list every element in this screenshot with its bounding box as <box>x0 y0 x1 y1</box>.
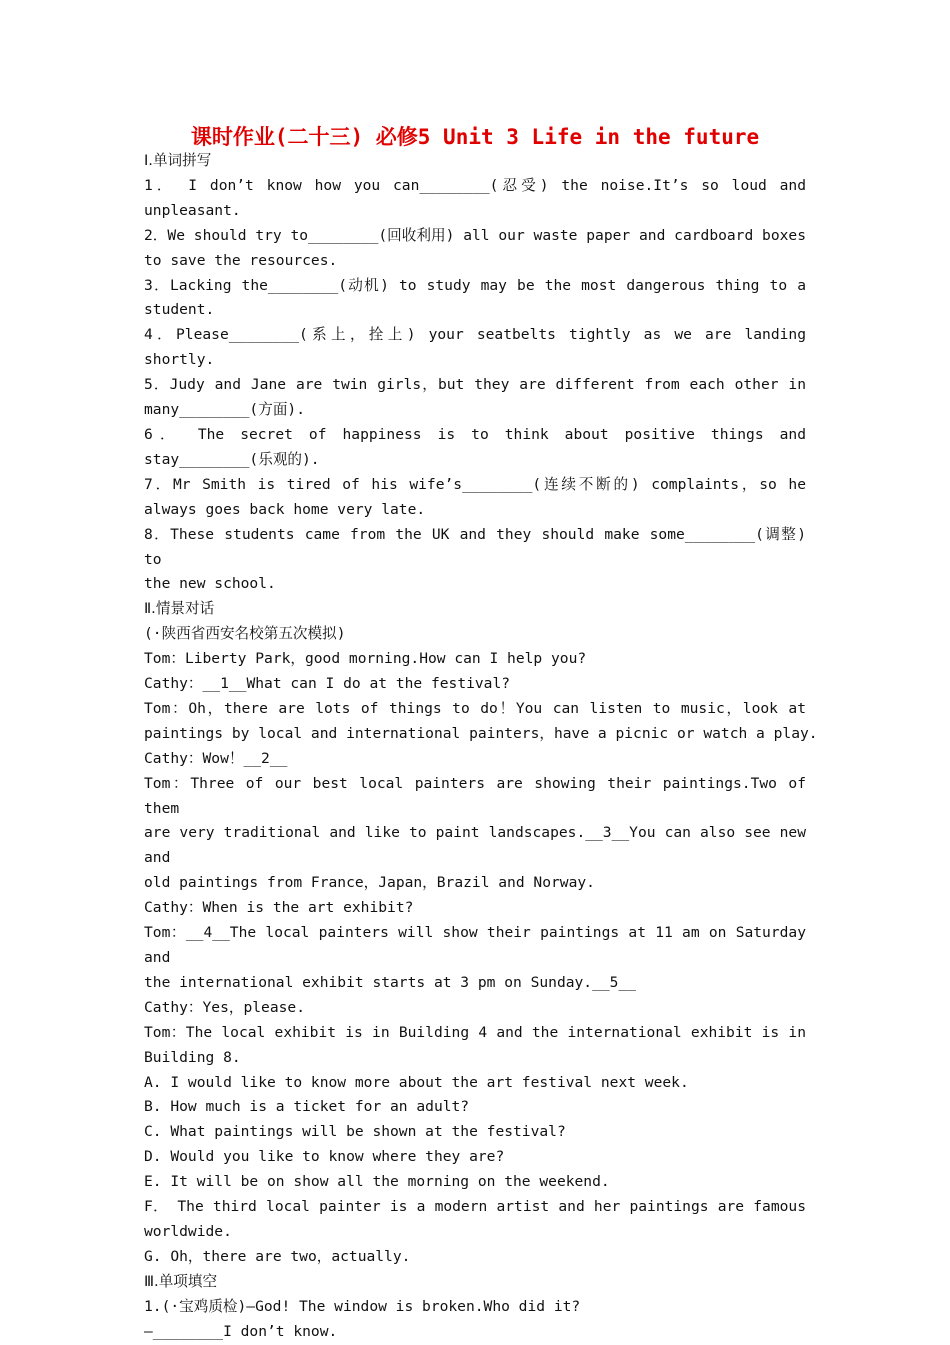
text-line: 8．These students came from the UK and they should make some________(调整) to <box>144 525 806 568</box>
text-line: A. I would like to know more about the art festival next week. <box>144 1073 689 1091</box>
text-line: 3．Lacking the________(动机) to study may be the most dangerous thing to a <box>144 276 806 294</box>
text-line: the international exhibit starts at 3 pm on Sunday.__5__ <box>144 973 637 991</box>
text-line: Cathy：When is the art exhibit? <box>144 899 414 917</box>
text-line: Tom：Liberty Park，good morning.How can I help you? <box>144 650 587 668</box>
section-heading: Ⅲ.单项填空 <box>144 1272 218 1290</box>
text-line: Tom：Oh，there are lots of things to do！You can listen to music，look at <box>144 699 806 717</box>
text-line: F． The third local painter is a modern artist and her paintings are famous <box>144 1198 806 1216</box>
text-line: stay________(乐观的). <box>144 450 320 468</box>
page-title: 课时作业(二十三) 必修5 Unit 3 Life in the future <box>190 125 760 149</box>
text-line: E. It will be on show all the morning on the weekend. <box>144 1173 610 1191</box>
text-line: D. Would you like to know where they are? <box>144 1148 505 1166</box>
text-line: are very traditional and like to paint landscapes.__3__You can also see new and <box>144 824 806 867</box>
text-line: 2．We should try to________(回收利用) all our waste paper and cardboard boxes <box>144 226 806 244</box>
text-line: the new school. <box>144 575 276 593</box>
text-line: student. <box>144 301 215 319</box>
text-line: Cathy：__1__What can I do at the festival? <box>144 675 511 693</box>
text-line: (·陕西省西安名校第五次模拟) <box>144 625 346 643</box>
text-line: Cathy：Wow！__2__ <box>144 749 288 767</box>
text-line: 1.(·宝鸡质检)—God! The window is broken.Who did it? <box>144 1297 581 1315</box>
section-heading: Ⅰ.单词拼写 <box>144 152 212 169</box>
text-line: many________(方面). <box>144 401 305 419</box>
text-line: C. What paintings will be shown at the festival? <box>144 1123 566 1141</box>
section-heading: Ⅱ.情景对话 <box>144 600 215 618</box>
text-line: Tom：Three of our best local painters are showing their paintings.Two of them <box>144 774 806 817</box>
text-line: always goes back home very late. <box>144 500 426 518</box>
text-line: 7．Mr Smith is tired of his wife’s________(连续不断的) complaints，so he <box>144 475 806 493</box>
text-line: to save the resources. <box>144 251 338 269</box>
text-line: G. Oh，there are two，actually. <box>144 1247 411 1265</box>
text-line: 1． I don’t know how you can________(忍受) the noise.It’s so loud and <box>144 176 806 194</box>
text-line: 5．Judy and Jane are twin girls，but they are different from each other in <box>144 376 806 394</box>
text-line: Cathy：Yes，please. <box>144 998 305 1016</box>
text-line: paintings by local and international painters，have a picnic or watch a play. <box>144 724 818 742</box>
text-line: old paintings from France，Japan，Brazil and Norway. <box>144 874 595 892</box>
text-line: 4．Please________(系上，拴上) your seatbelts tightly as we are landing shortly. <box>144 326 806 369</box>
text-line: Tom：The local exhibit is in Building 4 and the international exhibit is in <box>144 1023 806 1041</box>
text-line: Building 8. <box>144 1048 241 1066</box>
text-line: B. How much is a ticket for an adult? <box>144 1098 470 1116</box>
text-line: unpleasant. <box>144 201 241 219</box>
text-line: —________I don’t know. <box>144 1322 338 1340</box>
text-line: worldwide. <box>144 1222 232 1240</box>
text-line: 6． The secret of happiness is to think about positive things and <box>144 425 806 443</box>
text-line: Tom：__4__The local painters will show their paintings at 11 am on Saturday and <box>144 924 806 966</box>
document-body <box>144 149 818 1345</box>
